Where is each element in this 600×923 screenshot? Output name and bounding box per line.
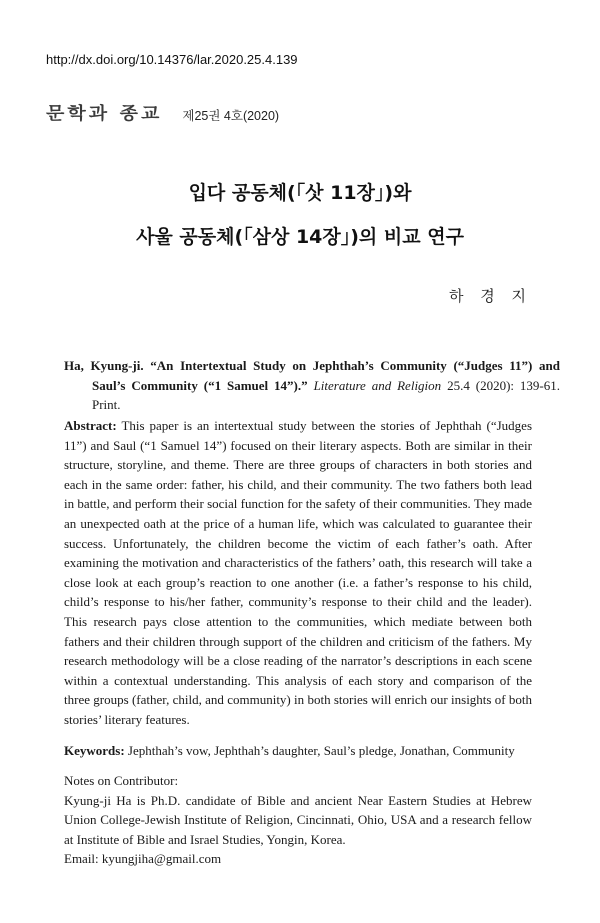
journal-name: 문학과 종교 bbox=[46, 103, 163, 124]
contributor-bio: Kyung-ji Ha is Ph.D. candidate of Bible and ancient Near Eastern Studies at Hebrew Union College-Jewish Institute of Religion, Cincinnati, Ohio, USA and a research fellow at Institute of Bible and Israel Studies, Yongin, Korea. bbox=[64, 792, 532, 847]
contributor-notes bbox=[64, 771, 532, 869]
author-name-korean: 하 경 지 bbox=[448, 287, 532, 305]
keywords-text: Jephthah’s vow, Jephthah’s daughter, Saul’s pledge, Jonathan, Community bbox=[127, 743, 515, 758]
contributor-heading: Notes on Contributor: bbox=[64, 773, 179, 788]
citation-article-title: “An Intertextual Study on Jephthah’s Community (“Judges 11”) and Saul’s Community (“1 Samuel 14”).” bbox=[92, 358, 560, 393]
doi-link[interactable]: http://dx.doi.org/10.14376/lar.2020.25.4.139 bbox=[46, 52, 298, 67]
keywords bbox=[64, 741, 534, 760]
article-title-line-2: 사울 공동체(「삼상 14장」)의 비교 연구 bbox=[136, 226, 464, 248]
citation-journal: Literature and Religion bbox=[313, 377, 442, 393]
citation-author: Ha, Kyung-ji. bbox=[64, 358, 144, 373]
abstract bbox=[64, 416, 532, 730]
citation-details: 25.4 (2020): 139-61. Print. bbox=[92, 377, 561, 412]
article-title-line-1: 입다 공동체(「삿 11장」)와 bbox=[188, 182, 412, 204]
abstract-text: This paper is an intertextual study between the stories of Jephthah (“Judges 11”) and Saul (“1 Samuel 14”) focused on their literary aspects. Both are similar in their structure, storyline, and theme. There are three groups of characters in both stories and each in the same order: father, his child, and their community. The two fathers both lead in battle, and perform their social function for the safety of their communities. They made an unexpected oath at the price of a human life, which was calculated to guarantee their success. Unfortunately, the children become the victim of each father’s oath. After examining the motivation and characteristics of the fathers’ oath, this research will take a close look at each group’s reaction to one another (i.e. a father’s response to his child, child’s response to his/her father, community’s response to their child and the leader). This research pays close attention to the communities, which mediate between both fathers and their children through support of the children and criticism of the fathers. My research methodology will be a close reading of the narrator’s descriptions in each scene within a contextual understanding. This analysis of each story and comparison of the three groups (father, child, and community) in both stories will enrich our insights of both stories’ literary features. bbox=[64, 418, 533, 727]
journal-header bbox=[46, 99, 279, 126]
keywords-label: Keywords: bbox=[64, 743, 125, 758]
abstract-label: Abstract: bbox=[64, 418, 117, 433]
citation bbox=[64, 356, 560, 415]
contributor-email[interactable]: Email: kyungjiha@gmail.com bbox=[64, 851, 222, 867]
journal-issue: 제25권 4호(2020) bbox=[182, 109, 280, 123]
